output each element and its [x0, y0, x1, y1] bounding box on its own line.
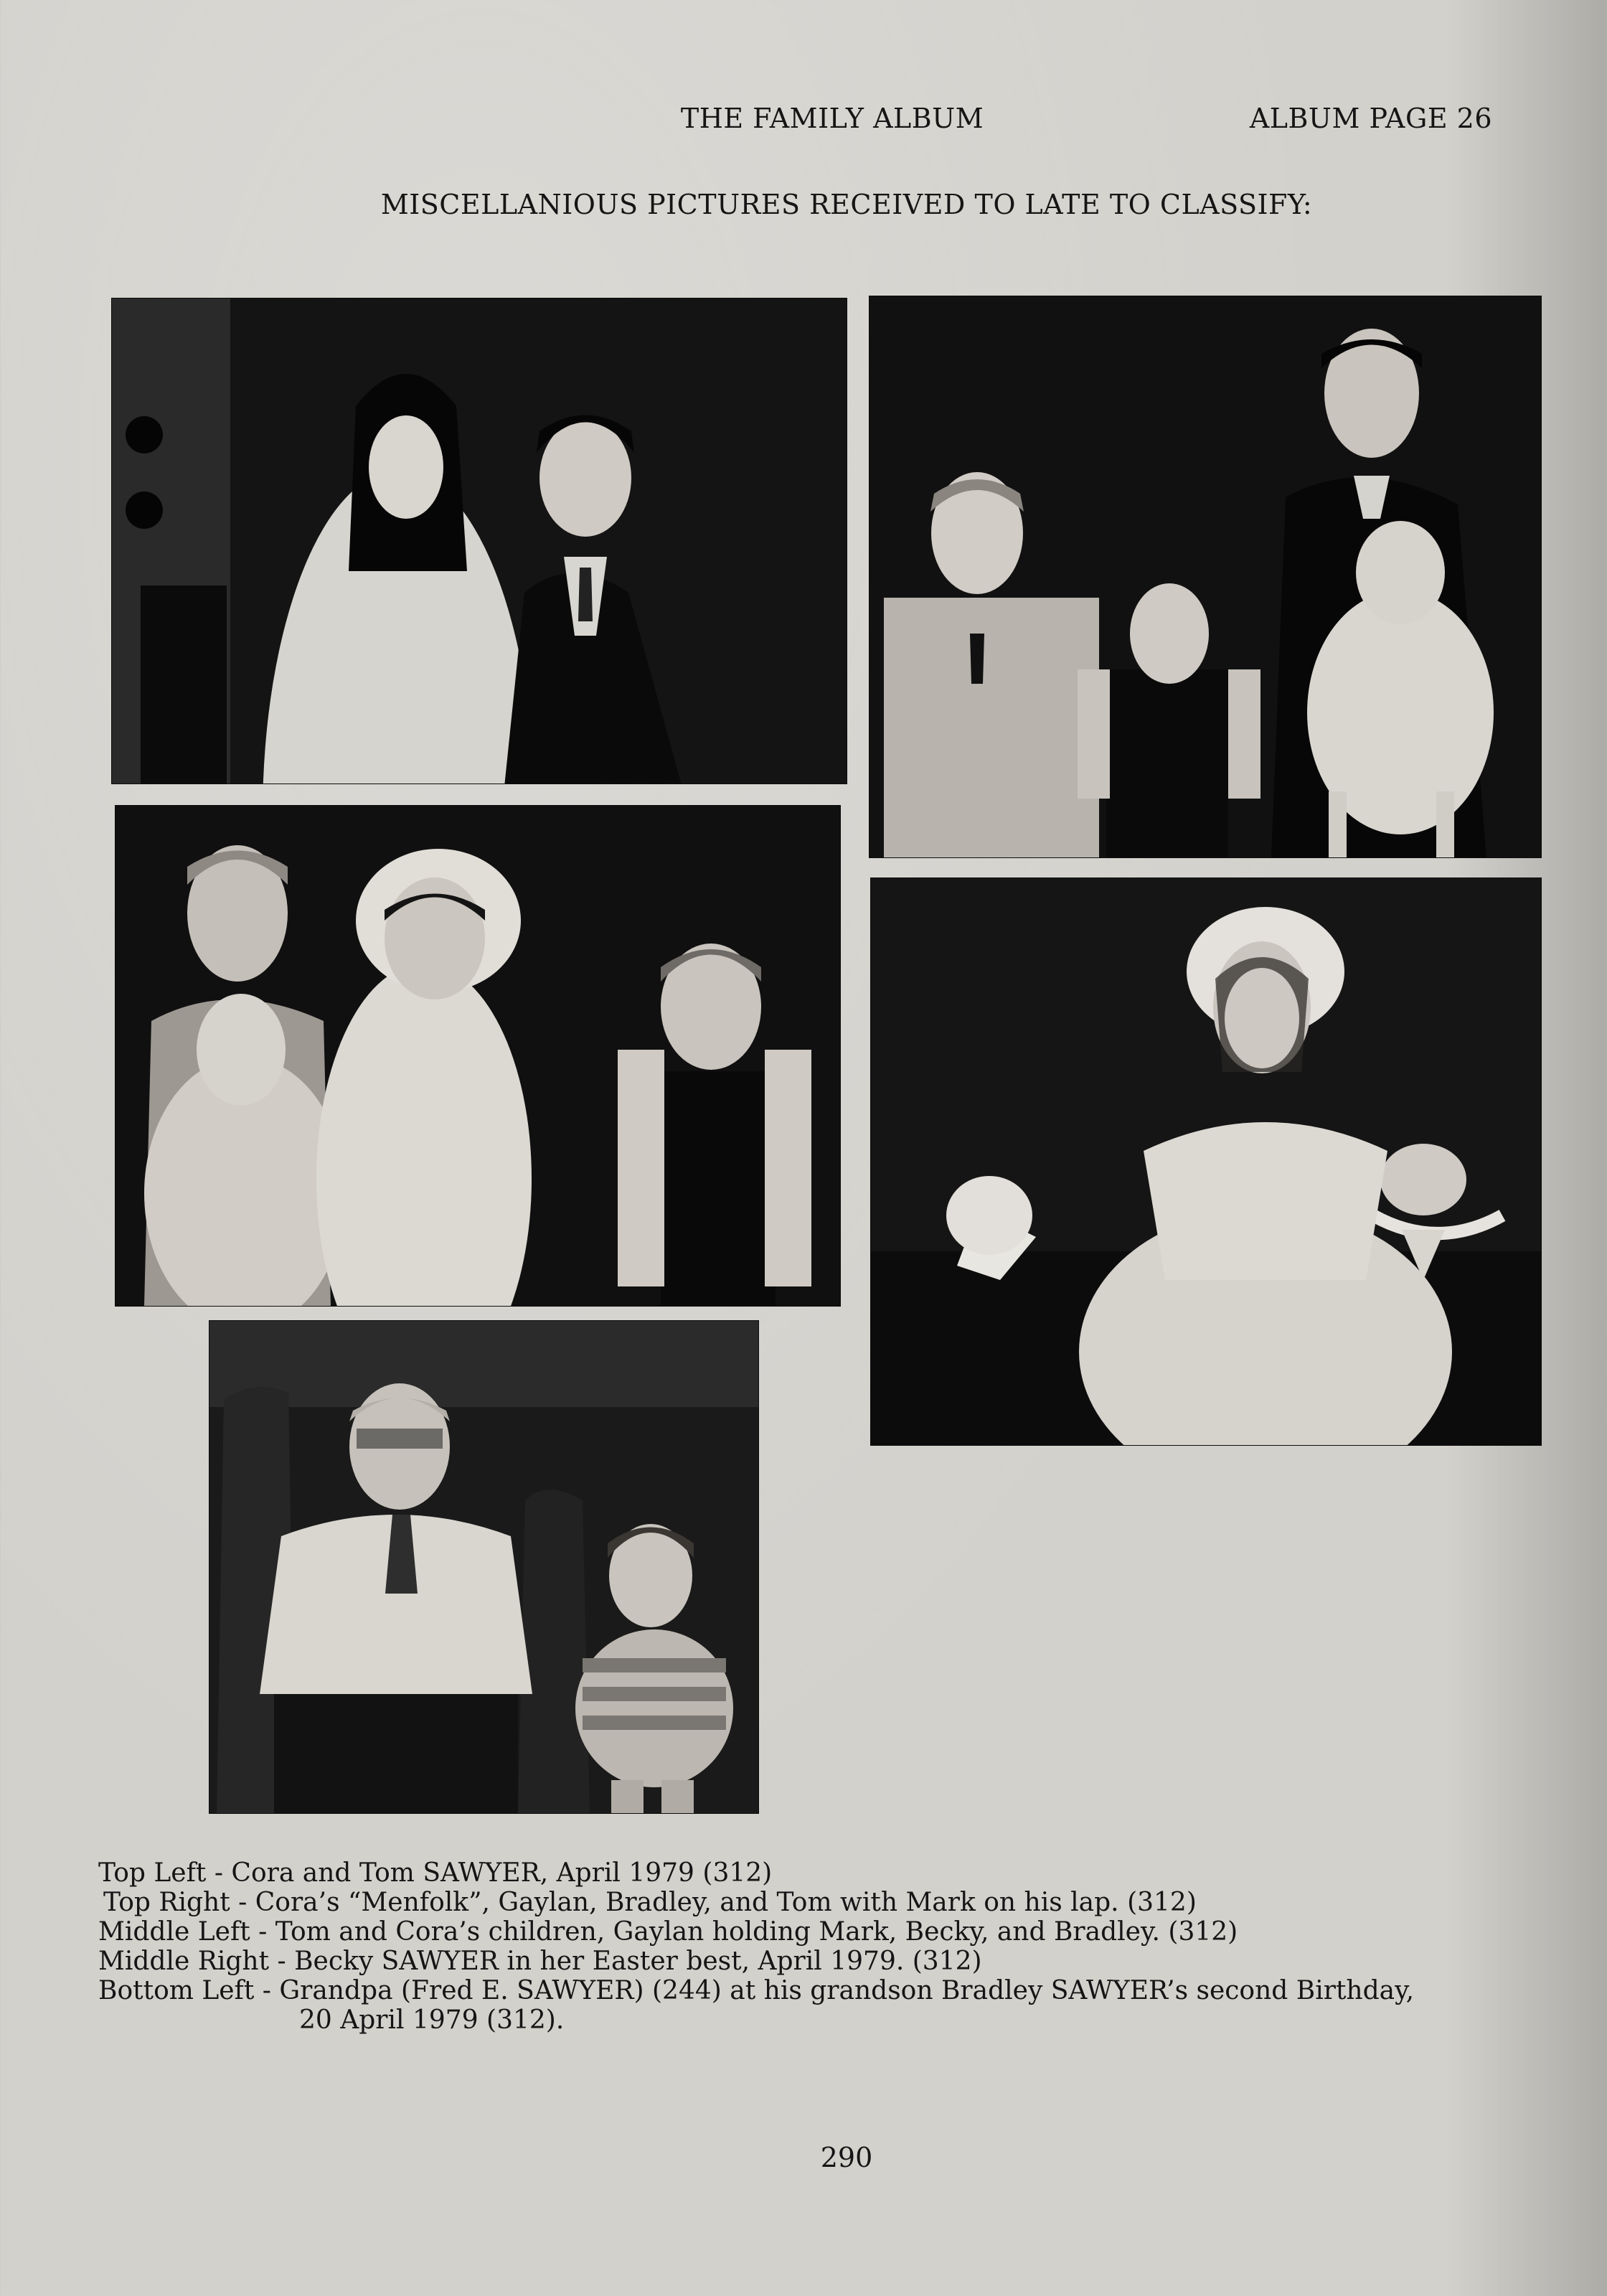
photo-top-left	[112, 298, 847, 784]
photo-top-right-image	[870, 296, 1541, 857]
album-title: THE FAMILY ALBUM	[680, 103, 984, 134]
photo-middle-right-image	[871, 878, 1541, 1445]
caption-middle-left: Middle Left - Tom and Cora’s children, Gaylan holding Mark, Becky, and Bradley. (312)	[98, 1917, 1238, 1947]
page-number: 290	[820, 2142, 873, 2173]
caption-top-right: Top Right - Cora’s “Menfolk”, Gaylan, Bradley, and Tom with Mark on his lap. (312)	[103, 1888, 1197, 1917]
caption-block	[98, 1858, 1519, 2035]
album-page-label: ALBUM PAGE 26	[1249, 103, 1492, 134]
photo-bottom-left-image	[209, 1321, 758, 1813]
photo-top-right	[870, 296, 1541, 857]
photo-middle-left-image	[116, 806, 840, 1306]
caption-bottom-left-continued: 20 April 1979 (312).	[299, 2005, 565, 2035]
caption-middle-right: Middle Right - Becky SAWYER in her Easter best, April 1979. (312)	[98, 1947, 982, 1976]
photo-top-left-image	[112, 298, 847, 784]
page-subtitle: MISCELLANIOUS PICTURES RECEIVED TO LATE TO CLASSIFY:	[380, 189, 1313, 220]
photo-middle-left	[116, 806, 840, 1306]
caption-top-left: Top Left - Cora and Tom SAWYER, April 1979 (312)	[98, 1858, 773, 1888]
photo-middle-right	[871, 878, 1541, 1445]
caption-bottom-left: Bottom Left - Grandpa (Fred E. SAWYER) (244) at his grandson Bradley SAWYER’s second Birthday,	[98, 1976, 1415, 2005]
photo-bottom-left	[209, 1321, 758, 1813]
